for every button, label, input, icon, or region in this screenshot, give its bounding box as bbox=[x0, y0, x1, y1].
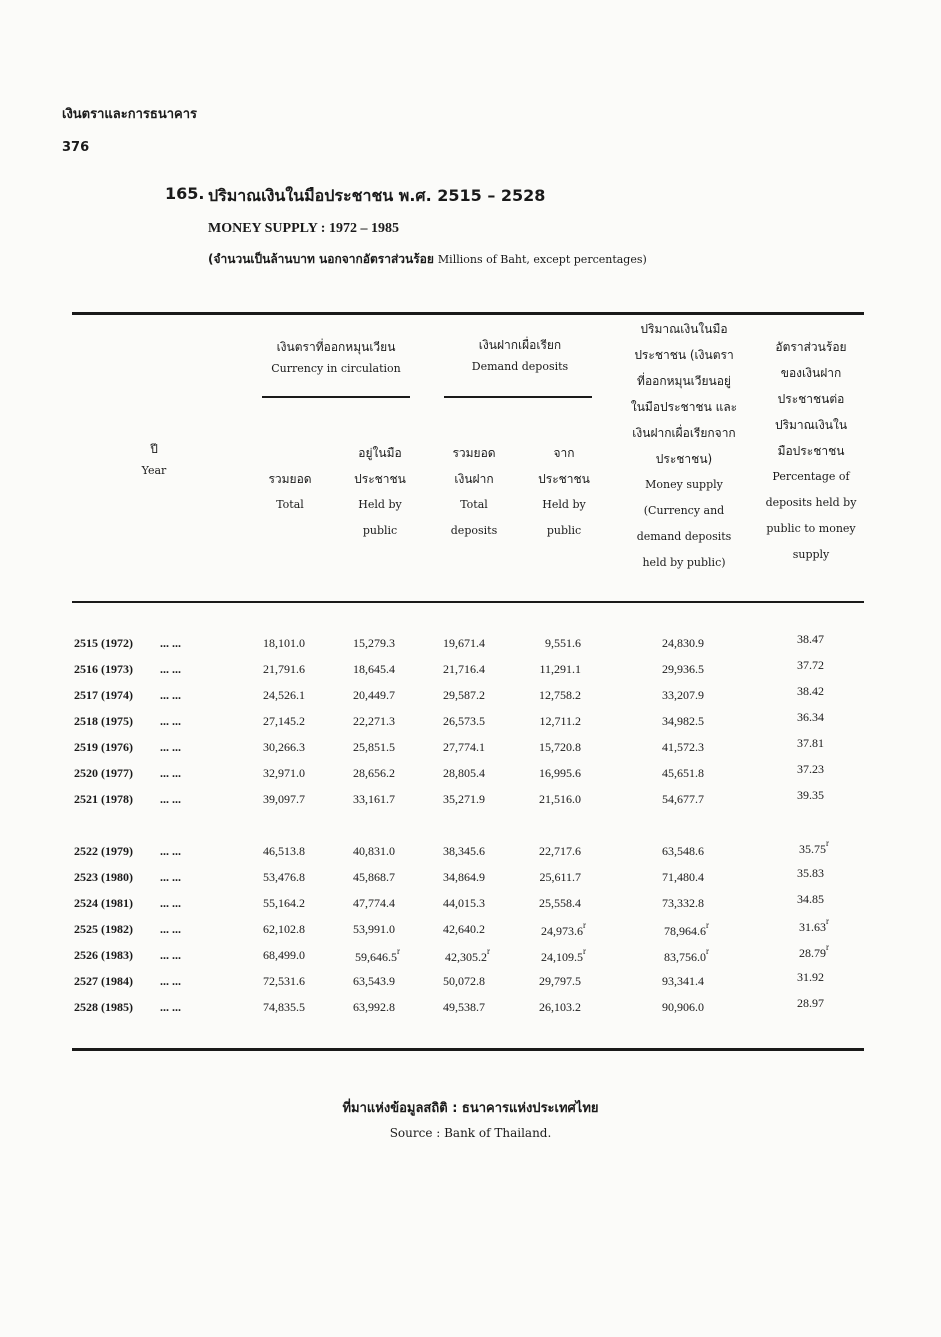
currency-total-english: Total bbox=[276, 498, 304, 511]
cell-cur-public bbox=[353, 636, 395, 651]
header-percentage bbox=[752, 334, 870, 568]
row-year: 2524 (1981) bbox=[74, 896, 133, 910]
row-leader-dots: ... ... bbox=[160, 792, 181, 806]
cell-value: 37.81 bbox=[797, 736, 824, 750]
cell-value: 34.85 bbox=[797, 892, 824, 906]
cell-money-supply bbox=[664, 922, 709, 939]
cell-value: 12,711.2 bbox=[539, 714, 581, 728]
header-year bbox=[104, 436, 204, 484]
cell-value: 25,851.5 bbox=[353, 740, 395, 754]
row-leader-dots: ... ... bbox=[160, 844, 181, 858]
row-year: 2516 (1973) bbox=[74, 662, 133, 676]
cell-dep-total bbox=[443, 766, 485, 781]
cell-money-supply bbox=[662, 766, 704, 781]
cell-value: 25,558.4 bbox=[539, 896, 581, 910]
cell-value: 12,758.2 bbox=[539, 688, 581, 702]
demand-public-english-1: Held by bbox=[542, 498, 586, 511]
cell-money-supply bbox=[662, 688, 704, 703]
cell-pct bbox=[797, 892, 824, 907]
percentage-thai-3: ประชาชนต่อ bbox=[777, 392, 845, 406]
cell-cur-total bbox=[263, 766, 305, 781]
cell-money-supply bbox=[662, 844, 704, 859]
cell-pct bbox=[797, 632, 824, 647]
money-supply-english-3: demand deposits bbox=[636, 530, 732, 543]
cell-dep-public bbox=[539, 1000, 581, 1015]
row-leader-dots: ... ... bbox=[160, 636, 181, 650]
cell-money-supply bbox=[664, 948, 709, 965]
money-supply-thai-6: ประชาชน) bbox=[655, 452, 713, 466]
cell-value: 35,271.9 bbox=[443, 792, 485, 806]
cell-cur-total bbox=[263, 688, 305, 703]
row-year: 2521 (1978) bbox=[74, 792, 133, 806]
currency-group-thai: เงินตราที่ออกหมุนเวียน bbox=[276, 340, 396, 354]
cell-value: 93,341.4 bbox=[662, 974, 704, 988]
cell-dep-total bbox=[443, 870, 485, 885]
cell-dep-public bbox=[541, 922, 586, 939]
cell-dep-public bbox=[539, 714, 581, 729]
currency-public-thai-1: อยู่ในมือ bbox=[358, 446, 402, 460]
cell-pct bbox=[797, 710, 824, 725]
cell-cur-public bbox=[353, 1000, 395, 1015]
table-unit-note bbox=[208, 250, 647, 269]
cell-value: 26,573.5 bbox=[443, 714, 485, 728]
cell-value: 53,991.0 bbox=[353, 922, 395, 936]
cell-value: 24,526.1 bbox=[263, 688, 305, 702]
cell-value: 55,164.2 bbox=[263, 896, 305, 910]
demand-group-english: Demand deposits bbox=[471, 360, 569, 373]
cell-cur-public bbox=[353, 922, 395, 937]
cell-value: 28.79 bbox=[799, 946, 826, 960]
cell-value: 59,646.5 bbox=[355, 950, 397, 964]
row-year: 2525 (1982) bbox=[74, 922, 133, 936]
cell-value: 33,161.7 bbox=[353, 792, 395, 806]
cell-cur-public bbox=[353, 896, 395, 911]
table-number: 165. bbox=[165, 184, 205, 203]
cell-dep-total bbox=[443, 714, 485, 729]
cell-money-supply bbox=[662, 636, 704, 651]
cell-value: 42,305.2 bbox=[445, 950, 487, 964]
row-leader-dots: ... ... bbox=[160, 896, 181, 910]
cell-value: 18,101.0 bbox=[263, 636, 305, 650]
cell-value: 20,449.7 bbox=[353, 688, 395, 702]
revised-mark: r bbox=[826, 838, 829, 848]
cell-value: 40,831.0 bbox=[353, 844, 395, 858]
cell-cur-public bbox=[353, 792, 395, 807]
cell-money-supply bbox=[662, 1000, 704, 1015]
header-money-supply bbox=[606, 316, 762, 576]
demand-public-thai-2: ประชาชน bbox=[538, 472, 590, 486]
cell-pct bbox=[797, 684, 824, 699]
demand-total-english-2: deposits bbox=[450, 524, 498, 537]
cell-cur-total bbox=[263, 844, 305, 859]
cell-cur-total bbox=[263, 662, 305, 677]
cell-value: 29,797.5 bbox=[539, 974, 581, 988]
money-supply-thai-2: ประชาชน (เงินตรา bbox=[634, 348, 734, 362]
revised-mark: r bbox=[706, 920, 709, 930]
cell-cur-public bbox=[353, 662, 395, 677]
header-demand-total bbox=[432, 440, 516, 544]
header-currency-public bbox=[338, 440, 422, 544]
cell-value: 63,548.6 bbox=[662, 844, 704, 858]
row-leader-dots: ... ... bbox=[160, 948, 181, 962]
cell-value: 32,971.0 bbox=[263, 766, 305, 780]
cell-pct bbox=[797, 788, 824, 803]
cell-pct bbox=[799, 918, 829, 935]
cell-value: 41,572.3 bbox=[662, 740, 704, 754]
cell-dep-public bbox=[539, 844, 581, 859]
cell-dep-total bbox=[443, 792, 485, 807]
cell-value: 46,513.8 bbox=[263, 844, 305, 858]
cell-value: 21,791.6 bbox=[263, 662, 305, 676]
cell-dep-total bbox=[443, 844, 485, 859]
demand-group-rule bbox=[444, 396, 592, 398]
cell-cur-total bbox=[263, 922, 305, 937]
header-bottom-rule bbox=[72, 601, 864, 603]
demand-public-thai-1: จาก bbox=[553, 446, 575, 460]
row-year: 2517 (1974) bbox=[74, 688, 133, 702]
cell-cur-total bbox=[263, 636, 305, 651]
table-bottom-rule bbox=[72, 1048, 864, 1051]
row-year: 2526 (1983) bbox=[74, 948, 133, 962]
row-year: 2522 (1979) bbox=[74, 844, 133, 858]
cell-cur-total bbox=[263, 1000, 305, 1015]
row-year: 2515 (1972) bbox=[74, 636, 133, 650]
revised-mark: r bbox=[583, 920, 586, 930]
cell-value: 28,656.2 bbox=[353, 766, 395, 780]
percentage-english-4: supply bbox=[792, 548, 830, 561]
cell-dep-public bbox=[539, 662, 581, 677]
row-leader-dots: ... ... bbox=[160, 974, 181, 988]
row-leader-dots: ... ... bbox=[160, 714, 181, 728]
cell-value: 34,864.9 bbox=[443, 870, 485, 884]
cell-value: 37.72 bbox=[797, 658, 824, 672]
cell-pct bbox=[797, 866, 824, 881]
cell-value: 74,835.5 bbox=[263, 1000, 305, 1014]
cell-cur-public bbox=[353, 740, 395, 755]
cell-value: 22,271.3 bbox=[353, 714, 395, 728]
cell-money-supply bbox=[662, 870, 704, 885]
cell-value: 44,015.3 bbox=[443, 896, 485, 910]
cell-value: 28,805.4 bbox=[443, 766, 485, 780]
cell-pct bbox=[799, 840, 829, 857]
cell-cur-total bbox=[263, 870, 305, 885]
revised-mark: r bbox=[706, 946, 709, 956]
percentage-english-2: deposits held by bbox=[765, 496, 857, 509]
table-top-rule bbox=[72, 312, 864, 315]
cell-cur-total bbox=[263, 792, 305, 807]
cell-dep-total bbox=[443, 1000, 485, 1015]
demand-total-thai-2: เงินฝาก bbox=[454, 472, 494, 486]
unit-note-english: Millions of Baht, except percentages) bbox=[437, 253, 647, 266]
cell-money-supply bbox=[662, 896, 704, 911]
row-year: 2519 (1976) bbox=[74, 740, 133, 754]
percentage-english-1: Percentage of bbox=[772, 470, 850, 483]
cell-dep-total bbox=[443, 688, 485, 703]
cell-cur-public bbox=[353, 870, 395, 885]
table-title-thai: ปริมาณเงินในมือประชาชน พ.ศ. 2515 – 2528 bbox=[208, 186, 546, 205]
cell-value: 45,868.7 bbox=[353, 870, 395, 884]
cell-value: 15,720.8 bbox=[539, 740, 581, 754]
cell-value: 39.35 bbox=[797, 788, 824, 802]
cell-value: 21,516.0 bbox=[539, 792, 581, 806]
cell-value: 24,973.6 bbox=[541, 924, 583, 938]
cell-dep-public bbox=[545, 636, 581, 651]
money-supply-english-4: held by public) bbox=[642, 556, 726, 569]
cell-cur-total bbox=[263, 714, 305, 729]
cell-value: 9,551.6 bbox=[545, 636, 581, 650]
cell-value: 72,531.6 bbox=[263, 974, 305, 988]
cell-value: 25,611.7 bbox=[539, 870, 581, 884]
percentage-thai-5: มือประชาชน bbox=[777, 444, 845, 458]
cell-dep-public bbox=[539, 870, 581, 885]
cell-dep-public bbox=[539, 740, 581, 755]
cell-value: 33,207.9 bbox=[662, 688, 704, 702]
cell-cur-public bbox=[355, 948, 400, 965]
cell-value: 34,982.5 bbox=[662, 714, 704, 728]
cell-value: 39,097.7 bbox=[263, 792, 305, 806]
cell-pct bbox=[797, 970, 824, 985]
running-title: เงินตราและการธนาคาร bbox=[62, 107, 197, 122]
cell-value: 49,538.7 bbox=[443, 1000, 485, 1014]
cell-value: 18,645.4 bbox=[353, 662, 395, 676]
cell-value: 28.97 bbox=[797, 996, 824, 1010]
revised-mark: r bbox=[826, 942, 829, 952]
cell-value: 26,103.2 bbox=[539, 1000, 581, 1014]
cell-pct bbox=[797, 762, 824, 777]
cell-cur-total bbox=[263, 740, 305, 755]
currency-group-english: Currency in circulation bbox=[271, 362, 401, 375]
row-leader-dots: ... ... bbox=[160, 740, 181, 754]
row-year: 2520 (1977) bbox=[74, 766, 133, 780]
table-title-english: MONEY SUPPLY : 1972 – 1985 bbox=[208, 221, 399, 236]
demand-total-thai-1: รวมยอด bbox=[452, 446, 496, 460]
money-supply-english-2: (Currency and bbox=[643, 504, 725, 517]
cell-dep-public bbox=[539, 792, 581, 807]
cell-dep-total bbox=[443, 740, 485, 755]
row-year: 2518 (1975) bbox=[74, 714, 133, 728]
cell-dep-public bbox=[539, 896, 581, 911]
currency-public-english-1: Held by bbox=[358, 498, 402, 511]
source-thai: ที่มาแห่งข้อมูลสถิติ : ธนาคารแห่งประเทศไทย bbox=[342, 1101, 599, 1116]
cell-dep-total bbox=[445, 948, 490, 965]
row-leader-dots: ... ... bbox=[160, 662, 181, 676]
row-year: 2527 (1984) bbox=[74, 974, 133, 988]
page-number: 376 bbox=[62, 140, 90, 155]
cell-value: 21,716.4 bbox=[443, 662, 485, 676]
cell-value: 90,906.0 bbox=[662, 1000, 704, 1014]
cell-value: 35.75 bbox=[799, 842, 826, 856]
percentage-thai-1: อัตราส่วนร้อย bbox=[775, 340, 847, 354]
cell-dep-total bbox=[443, 974, 485, 989]
money-supply-thai-1: ปริมาณเงินในมือ bbox=[640, 322, 728, 336]
cell-value: 19,671.4 bbox=[443, 636, 485, 650]
money-supply-thai-3: ที่ออกหมุนเวียนอยู่ bbox=[637, 374, 731, 388]
cell-value: 63,543.9 bbox=[353, 974, 395, 988]
cell-cur-public bbox=[353, 766, 395, 781]
cell-value: 42,640.2 bbox=[443, 922, 485, 936]
cell-dep-total bbox=[443, 636, 485, 651]
demand-group-thai: เงินฝากเผื่อเรียก bbox=[478, 338, 562, 352]
cell-value: 83,756.0 bbox=[664, 950, 706, 964]
cell-value: 30,266.3 bbox=[263, 740, 305, 754]
cell-value: 31.92 bbox=[797, 970, 824, 984]
cell-value: 38.47 bbox=[797, 632, 824, 646]
cell-cur-total bbox=[263, 974, 305, 989]
row-leader-dots: ... ... bbox=[160, 922, 181, 936]
demand-total-english-1: Total bbox=[460, 498, 488, 511]
cell-value: 24,109.5 bbox=[541, 950, 583, 964]
cell-pct bbox=[797, 996, 824, 1011]
cell-value: 36.34 bbox=[797, 710, 824, 724]
header-demand-group bbox=[430, 332, 610, 380]
cell-money-supply bbox=[662, 740, 704, 755]
cell-value: 37.23 bbox=[797, 762, 824, 776]
money-supply-english-1: Money supply bbox=[645, 478, 723, 491]
cell-value: 54,677.7 bbox=[662, 792, 704, 806]
cell-value: 38,345.6 bbox=[443, 844, 485, 858]
cell-cur-public bbox=[353, 688, 395, 703]
cell-dep-public bbox=[541, 948, 586, 965]
cell-value: 24,830.9 bbox=[662, 636, 704, 650]
revised-mark: r bbox=[487, 946, 490, 956]
cell-dep-public bbox=[539, 766, 581, 781]
cell-value: 47,774.4 bbox=[353, 896, 395, 910]
header-demand-public bbox=[522, 440, 606, 544]
money-supply-thai-4: ในมือประชาชน และ bbox=[630, 400, 738, 414]
cell-value: 38.42 bbox=[797, 684, 824, 698]
cell-value: 29,936.5 bbox=[662, 662, 704, 676]
cell-money-supply bbox=[662, 662, 704, 677]
cell-dep-public bbox=[539, 974, 581, 989]
cell-money-supply bbox=[662, 792, 704, 807]
cell-value: 29,587.2 bbox=[443, 688, 485, 702]
cell-value: 62,102.8 bbox=[263, 922, 305, 936]
cell-dep-total bbox=[443, 662, 485, 677]
row-leader-dots: ... ... bbox=[160, 766, 181, 780]
cell-money-supply bbox=[662, 714, 704, 729]
cell-value: 27,145.2 bbox=[263, 714, 305, 728]
cell-cur-total bbox=[263, 948, 305, 963]
cell-dep-total bbox=[443, 896, 485, 911]
percentage-thai-2: ของเงินฝาก bbox=[780, 366, 842, 380]
row-leader-dots: ... ... bbox=[160, 1000, 181, 1014]
header-currency-group bbox=[246, 334, 426, 382]
cell-value: 31.63 bbox=[799, 920, 826, 934]
cell-value: 78,964.6 bbox=[664, 924, 706, 938]
cell-pct bbox=[797, 658, 824, 673]
cell-pct bbox=[797, 736, 824, 751]
revised-mark: r bbox=[583, 946, 586, 956]
cell-value: 35.83 bbox=[797, 866, 824, 880]
cell-value: 68,499.0 bbox=[263, 948, 305, 962]
currency-group-rule bbox=[262, 396, 410, 398]
cell-value: 16,995.6 bbox=[539, 766, 581, 780]
row-leader-dots: ... ... bbox=[160, 688, 181, 702]
currency-public-english-2: public bbox=[362, 524, 398, 537]
cell-value: 71,480.4 bbox=[662, 870, 704, 884]
cell-cur-total bbox=[263, 896, 305, 911]
cell-value: 45,651.8 bbox=[662, 766, 704, 780]
row-leader-dots: ... ... bbox=[160, 870, 181, 884]
unit-note-thai: (จำนวนเป็นล้านบาท นอกจากอัตราส่วนร้อย bbox=[208, 252, 434, 266]
header-year-thai: ปี bbox=[150, 442, 158, 456]
cell-value: 27,774.1 bbox=[443, 740, 485, 754]
demand-public-english-2: public bbox=[546, 524, 582, 537]
cell-cur-public bbox=[353, 974, 395, 989]
header-currency-total bbox=[250, 466, 330, 518]
revised-mark: r bbox=[397, 946, 400, 956]
cell-money-supply bbox=[662, 974, 704, 989]
cell-cur-public bbox=[353, 844, 395, 859]
percentage-english-3: public to money bbox=[766, 522, 856, 535]
cell-value: 15,279.3 bbox=[353, 636, 395, 650]
cell-value: 11,291.1 bbox=[539, 662, 581, 676]
cell-value: 73,332.8 bbox=[662, 896, 704, 910]
cell-cur-public bbox=[353, 714, 395, 729]
cell-value: 53,476.8 bbox=[263, 870, 305, 884]
cell-value: 50,072.8 bbox=[443, 974, 485, 988]
row-year: 2528 (1985) bbox=[74, 1000, 133, 1014]
cell-pct bbox=[799, 944, 829, 961]
revised-mark: r bbox=[826, 916, 829, 926]
money-supply-thai-5: เงินฝากเผื่อเรียกจาก bbox=[632, 426, 736, 440]
cell-dep-total bbox=[443, 922, 485, 937]
header-year-english: Year bbox=[141, 464, 167, 477]
percentage-thai-4: ปริมาณเงินใน bbox=[774, 418, 848, 432]
cell-value: 63,992.8 bbox=[353, 1000, 395, 1014]
cell-value: 22,717.6 bbox=[539, 844, 581, 858]
currency-public-thai-2: ประชาชน bbox=[354, 472, 406, 486]
row-year: 2523 (1980) bbox=[74, 870, 133, 884]
source-english: Source : Bank of Thailand. bbox=[389, 1126, 552, 1140]
cell-dep-public bbox=[539, 688, 581, 703]
currency-total-thai: รวมยอด bbox=[268, 472, 312, 486]
